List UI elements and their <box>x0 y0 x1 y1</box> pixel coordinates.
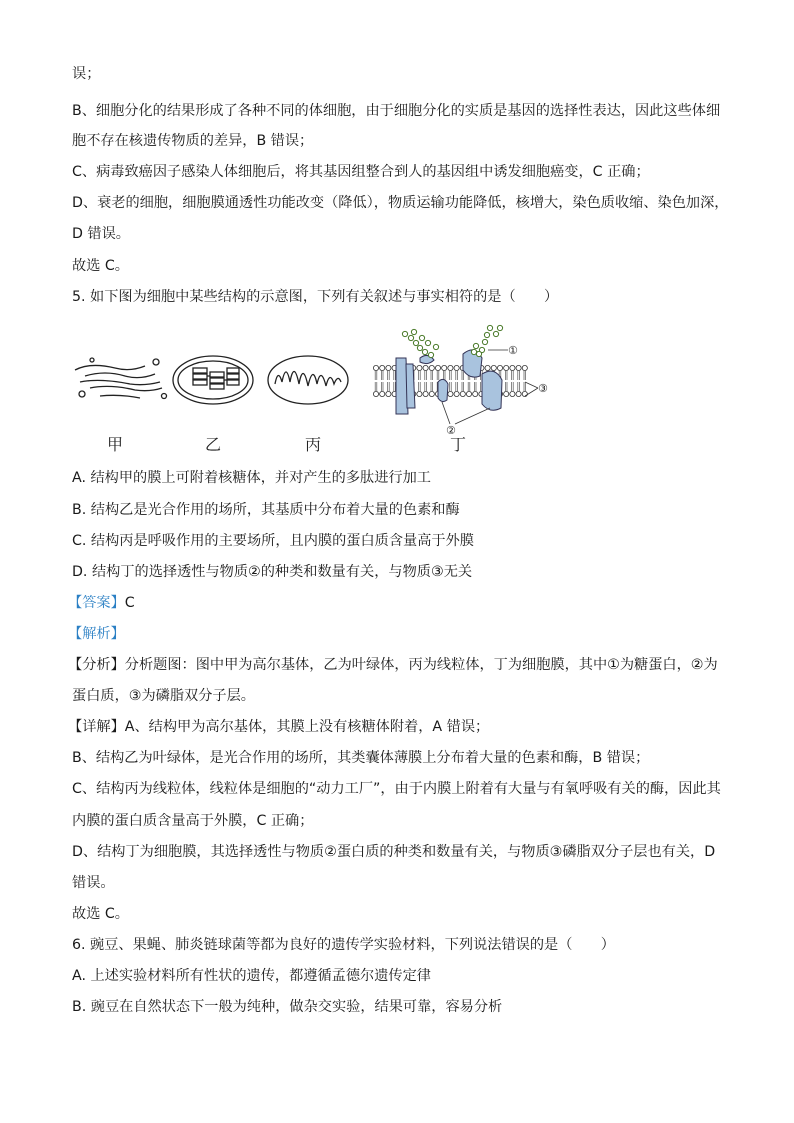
q6-option-b: B. 豌豆在自然状态下一般为纯种，做杂交实验，结果可靠，容易分析 <box>72 999 503 1015</box>
text-line: C、结构丙为线粒体，线粒体是细胞的“动力工厂”，由于内膜上附着有大量与有氧呼吸有关的酶，因此其 <box>72 781 721 797</box>
text-line: 错误。 <box>72 875 115 891</box>
text-line: B、结构乙为叶绿体，是光合作用的场所，其类囊体薄膜上分布着大量的色素和酶，B 错误； <box>72 750 650 766</box>
xiangjie-tag: 【详解】 <box>68 719 125 735</box>
answer-tag: 【答案】 <box>68 595 125 611</box>
mitochondrion-drawing <box>268 356 348 404</box>
option-c: C. 结构丙是呼吸作用的主要场所，且内膜的蛋白质含量高于外膜 <box>72 533 474 549</box>
answer-value: C <box>124 595 135 611</box>
text-line: C、病毒致癌因子感染人体细胞后，将其基因组整合到人的基因组中诱发细胞癌变，C 正确； <box>72 164 650 180</box>
analysis-tag: 【解析】 <box>68 626 125 642</box>
xiangjie-line <box>68 717 734 737</box>
figure-svg <box>70 324 560 434</box>
golgi-apparatus-drawing <box>75 358 167 399</box>
callout-1: ① <box>508 344 518 357</box>
figure-label-bing: 丙 <box>305 435 322 454</box>
text-line: D 错误。 <box>72 226 130 242</box>
text-line: 胞不存在核遗传物质的差异，B 错误； <box>72 133 314 149</box>
figure-label-jia: 甲 <box>107 435 124 454</box>
text-line: 内膜的蛋白质含量高于外膜，C 正确； <box>72 813 314 829</box>
figure-label-yi: 乙 <box>205 435 222 454</box>
option-d: D. 结构丁的选择透性与物质②的种类和数量有关，与物质③无关 <box>72 564 473 580</box>
chloroplast-drawing <box>173 356 253 404</box>
text-line: D、衰老的细胞，细胞膜通透性功能改变（降低），物质运输功能降低，核增大，染色质收缩、染色加深， <box>72 195 729 211</box>
text-line: 故选 C。 <box>72 906 129 922</box>
fenxi-tag: 【分析】 <box>68 657 125 673</box>
text-line: B、细胞分化的结果形成了各种不同的体细胞，由于细胞分化的实质是基因的选择性表达，因此这些体细 <box>72 103 721 119</box>
callout-2: ② <box>446 424 456 434</box>
question-6-stem: 6. 豌豆、果蝇、肺炎链球菌等都为良好的遗传学实验材料，下列说法错误的是（ ） <box>72 937 615 953</box>
figure-label-ding: 丁 <box>450 435 467 454</box>
fenxi-text: 分析题图：图中甲为高尔基体，乙为叶绿体，丙为线粒体，丁为细胞膜，其中①为糖蛋白，②为 <box>124 657 718 673</box>
answer-line <box>68 593 734 613</box>
callout-3: ③ <box>538 382 548 395</box>
analysis-heading <box>68 624 734 644</box>
text-line: 误； <box>72 66 101 82</box>
text-line: 故选 C。 <box>72 258 129 274</box>
fenxi-line <box>68 655 734 675</box>
text-line: D、结构丁为细胞膜，其选择透性与物质②蛋白质的种类和数量有关，与物质③磷脂双分子层也有关，D <box>72 844 716 860</box>
text-line: 蛋白质，③为磷脂双分子层。 <box>72 688 255 704</box>
xiangjie-text: A、结构甲为高尔基体，其膜上没有核糖体附着，A 错误； <box>124 719 490 735</box>
question-5-stem: 5. 如下图为细胞中某些结构的示意图，下列有关叙述与事实相符的是（ ） <box>72 289 559 305</box>
option-b: B. 结构乙是光合作用的场所，其基质中分布着大量的色素和酶 <box>72 502 460 518</box>
option-a: A. 结构甲的膜上可附着核糖体，并对产生的多肽进行加工 <box>72 470 431 486</box>
cell-membrane-drawing <box>373 325 548 434</box>
q6-option-a: A. 上述实验材料所有性状的遗传，都遵循孟德尔遗传定律 <box>72 968 431 984</box>
